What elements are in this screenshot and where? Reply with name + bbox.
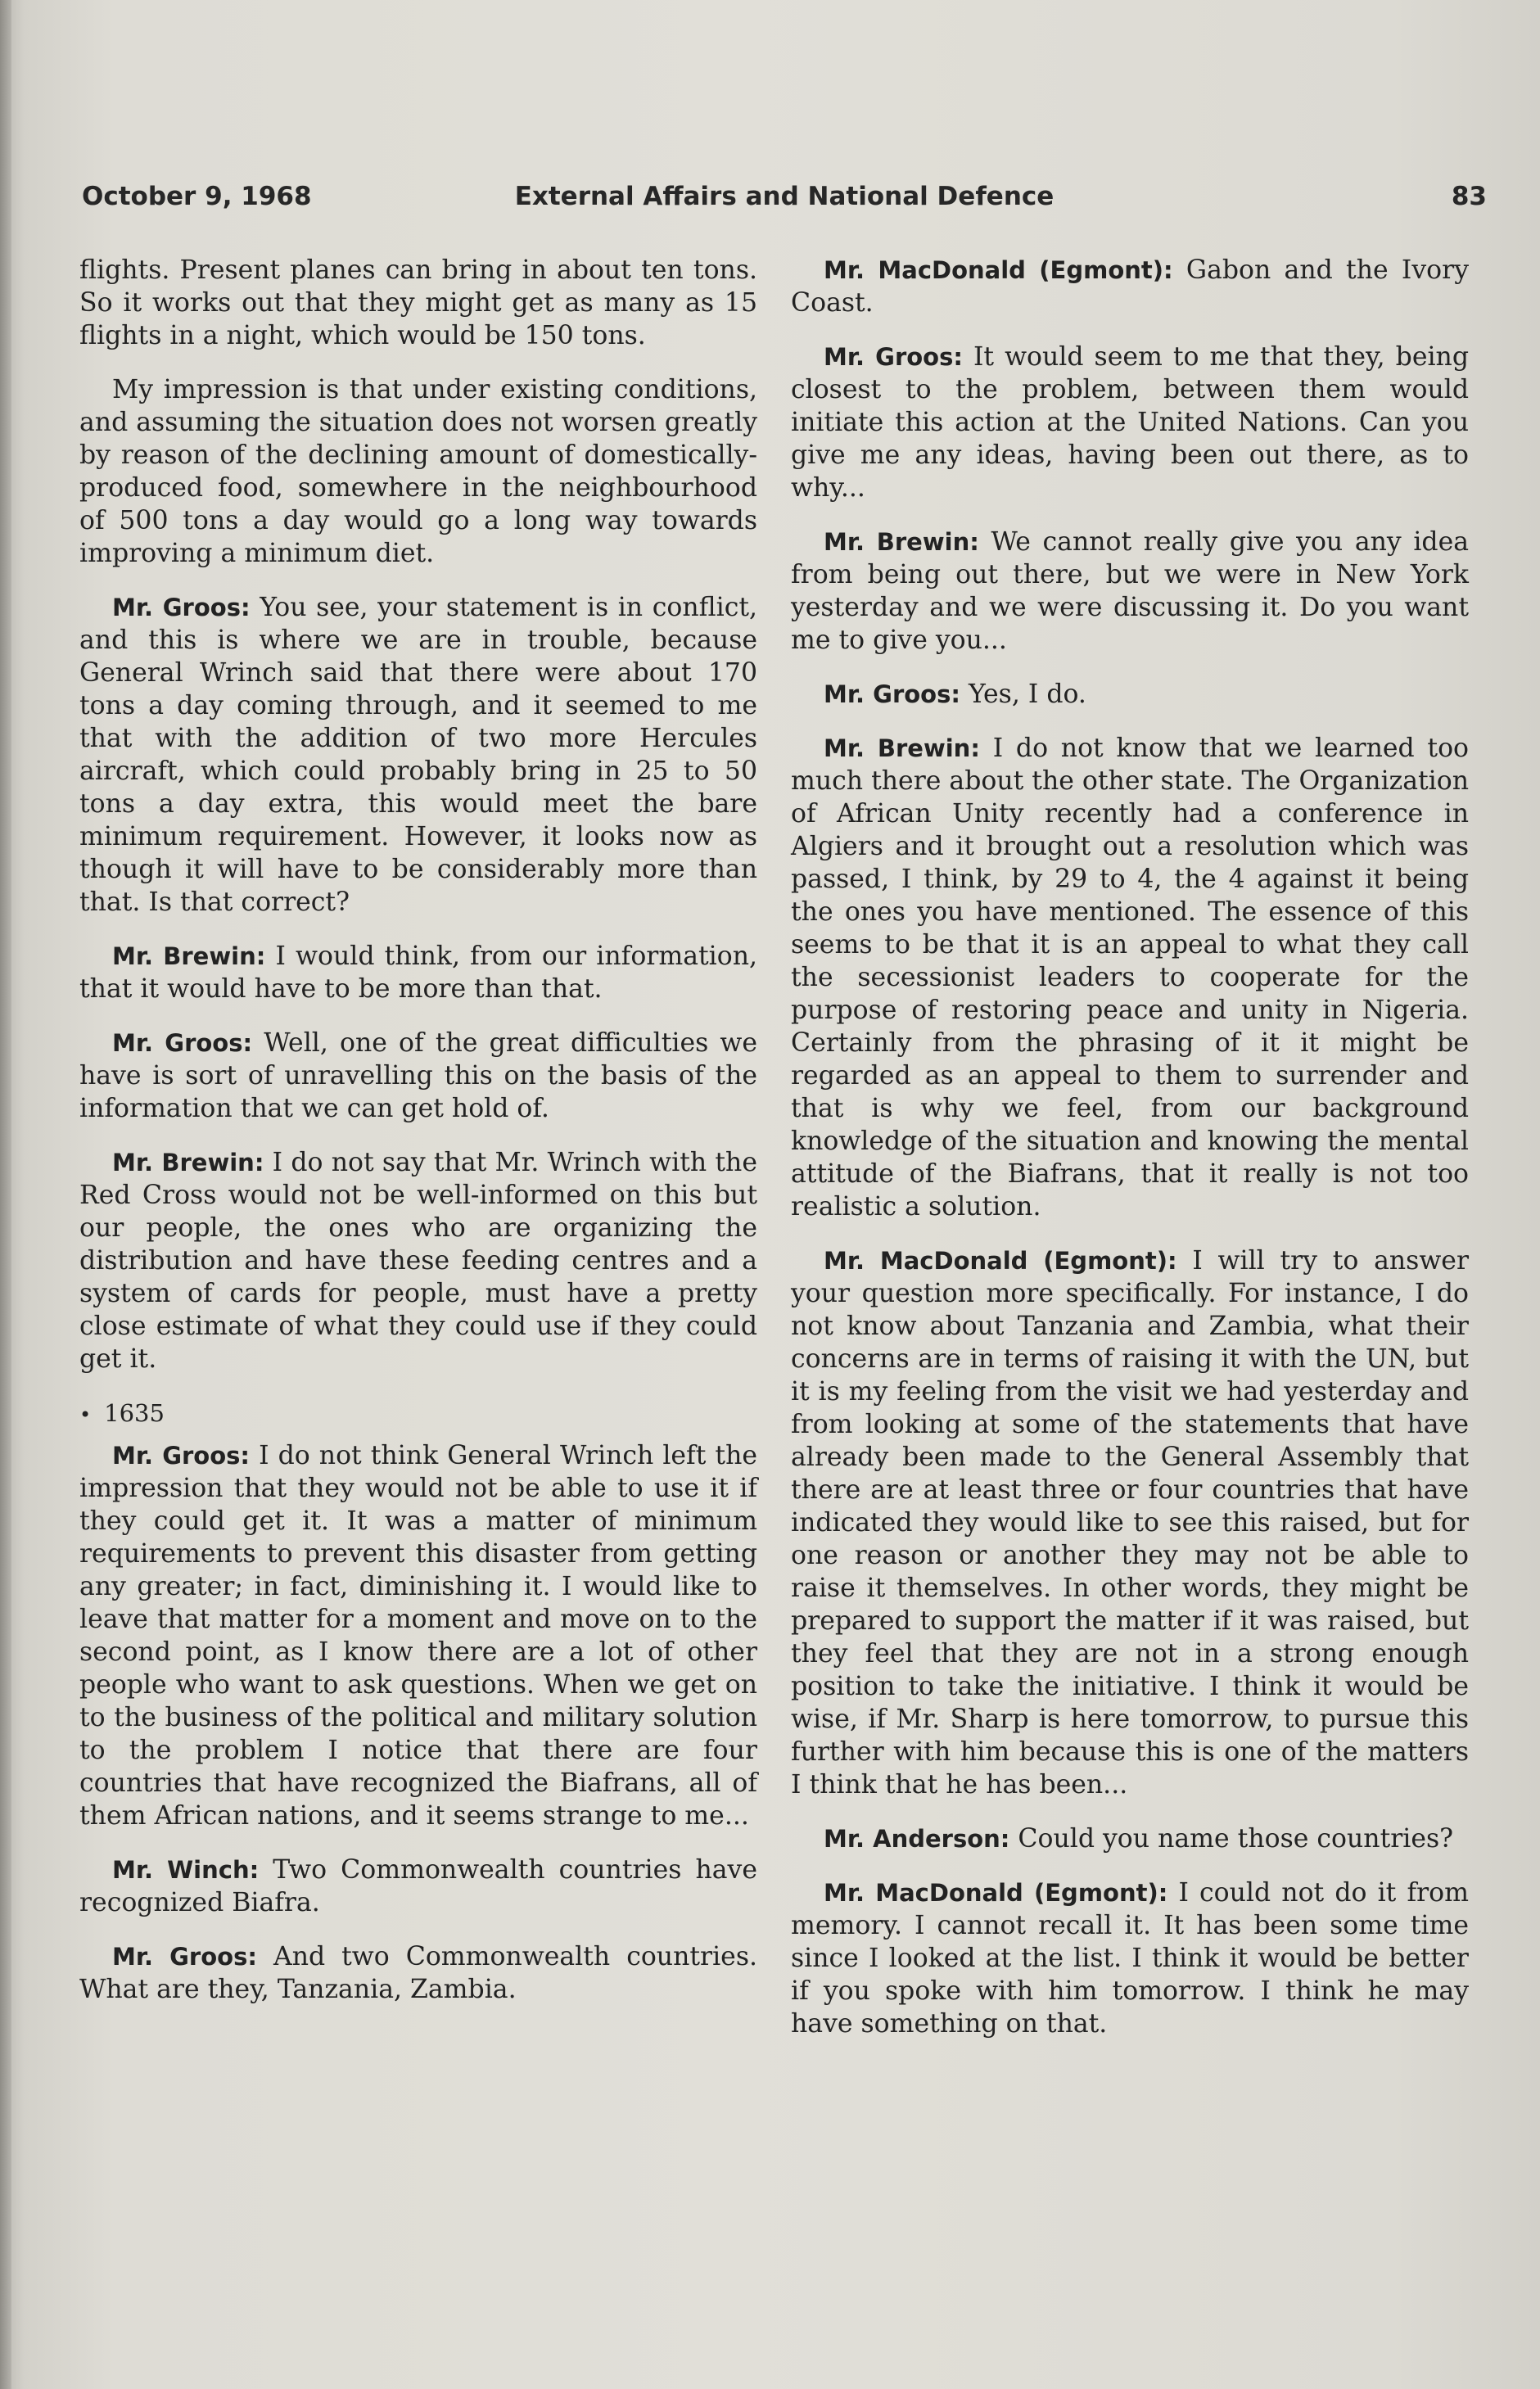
paragraph (791, 1822, 1469, 1855)
left-column (79, 254, 757, 2027)
paragraph-text: I will try to answer your question more specifically. For instance, I do not know about Tanzania and Zambia, what their concerns are in terms of raising it with the UN, but it is my feeling from the visit we had yesterday and from looking at some of the statements that have already been made to the General Assembly that there are at least three or four countries that have indicated they would like to see this raised, but for one reason or another they may not be able to raise it themselves. In other words, they might be prepared to support the matter if it was raised, but they feel that they are not in a strong enough position to take the initiative. I think it would be wise, if Mr. Sharp is here tomorrow, to pursue this further with him because this is one of the matters I think that he has been... (791, 1246, 1470, 1800)
speaker-name: Mr. Groos: (112, 1442, 251, 1470)
paragraph-text: Yes, I do. (968, 680, 1086, 709)
header-date: October 9, 1968 (82, 182, 312, 211)
paragraph (791, 341, 1469, 504)
paragraph (791, 254, 1469, 319)
speaker-name: Mr. Groos: (824, 680, 960, 708)
paragraph (79, 1027, 757, 1125)
speaker-name: Mr. Groos: (112, 1029, 253, 1057)
binding-edge (0, 0, 11, 2389)
header-title: External Affairs and National Defence (514, 182, 1055, 211)
paragraph (79, 373, 757, 570)
speaker-name: Mr. Brewin: (112, 1149, 264, 1176)
paragraph (791, 526, 1469, 657)
paragraph (79, 254, 757, 352)
paragraph (791, 1876, 1469, 2040)
paragraph-text: I could not do it from memory. I cannot recall it. It has been some time since I looked at the list. I think it would be better if you spoke with him tomorrow. I think he may have something on that. (791, 1878, 1470, 2039)
paragraph (79, 1439, 757, 1832)
paragraph (79, 591, 757, 919)
speaker-name: Mr. Winch: (112, 1856, 260, 1884)
speaker-name: Mr. Brewin: (824, 734, 980, 762)
paragraph-text: Gabon and the Ivory Coast. (791, 255, 1469, 318)
speaker-name: Mr. MacDonald (Egmont): (824, 1879, 1168, 1907)
paragraph-text: flights. Present planes can bring in about ten tons. So it works out that they might get as many as 15 flights in a night, which would be 150 tons. (79, 255, 757, 350)
bullet-icon: • (79, 1403, 92, 1426)
paragraph-text: I do not think General Wrinch left the impression that they would not be able to use it if they could get it. It was a matter of minimum requirements to prevent this disaster from getting any greater; in fact, diminishing it. I would like to leave that matter for a moment and move on to the second point, as I know there are a lot of other people who want to ask questions. When we get on to the business of the political and military solution to the problem I notice that there are four countries that have recognized the Biafrans, all of them African nations, and it seems strange to me... (79, 1441, 758, 1831)
paragraph (791, 678, 1469, 711)
paragraph-text: You see, your statement is in conflict, and this is where we are in trouble, because General Wrinch said that there were about 170 tons a day coming through, and it seemed to me that with the addition of two more Hercules aircraft, which could probably bring in 25 to 50 tons a day extra, this would meet the bare minimum requirement. However, it looks now as though it will have to be considerably more than that. Is that correct? (79, 593, 758, 917)
paragraph (79, 1940, 757, 2006)
paragraph (791, 1244, 1469, 1801)
speaker-name: Mr. Brewin: (824, 528, 979, 556)
speaker-name: Mr. Groos: (824, 343, 963, 371)
paragraph-text: Well, one of the great difficulties we have is sort of unravelling this on the basis of the information that we can get hold of. (79, 1028, 758, 1123)
paragraph-text: I do not say that Mr. Wrinch with the Red Cross would not be well-informed on this but our people, the ones who are organizing the distribution and have these feeding centres and a system of cards for people, must have a pretty close estimate of what they could use if they could get it. (79, 1148, 757, 1374)
speaker-name: Mr. MacDonald (Egmont): (824, 256, 1173, 284)
time-marker-label: 1635 (104, 1399, 165, 1427)
speaker-name: Mr. Anderson: (824, 1825, 1010, 1853)
paragraph-text: And two Commonwealth countries. What are they, Tanzania, Zambia. (79, 1942, 757, 2004)
speaker-name: Mr. MacDonald (Egmont): (824, 1247, 1177, 1275)
paragraph (79, 940, 757, 1005)
paragraph (791, 732, 1469, 1223)
page-header (82, 182, 1487, 219)
paragraph (79, 1854, 757, 1919)
right-column (791, 254, 1469, 2062)
time-marker (79, 1397, 757, 1431)
paragraph-text: We cannot really give you any idea from being out there, but we were in New York yesterday and we were discussing it. Do you want me to give you... (791, 527, 1469, 655)
speaker-name: Mr. Groos: (112, 594, 251, 621)
paragraph-text: Two Commonwealth countries have recognized Biafra. (79, 1855, 757, 1917)
paragraph (79, 1146, 757, 1375)
paragraph-text: I do not know that we learned too much there about the other state. The Organization of African Unity recently had a conference in Algiers and it brought out a resolution which was passed, I think, by 29 to 4, the 4 against it being the ones you have mentioned. The essence of this seems to be that it is an appeal to what they call the secessionist leaders to cooperate for the purpose of restoring peace and unity in Nigeria. Certainly from the phrasing of it it might be regarded as an appeal to them to surrender and that is why we feel, from our background knowledge of the situation and knowing the mental attitude of the Biafrans, that it really is not too realistic a solution. (791, 734, 1470, 1222)
paragraph-text: I would think, from our information, that it would have to be more than that. (79, 942, 757, 1004)
page-number: 83 (1451, 182, 1487, 211)
speaker-name: Mr. Brewin: (112, 942, 266, 970)
paragraph-text: My impression is that under existing conditions, and assuming the situation does not worsen greatly by reason of the declining amount of domestically-produced food, somewhere in the neighbourhood of 500 tons a day would go a long way towards improving a minimum diet. (79, 375, 757, 568)
speaker-name: Mr. Groos: (112, 1943, 257, 1971)
paragraph-text: It would seem to me that they, being closest to the problem, between them would initiate this action at the United Nations. Can you give me any ideas, having been out there, as to why... (791, 342, 1469, 503)
paragraph-text: Could you name those countries? (1018, 1824, 1454, 1854)
